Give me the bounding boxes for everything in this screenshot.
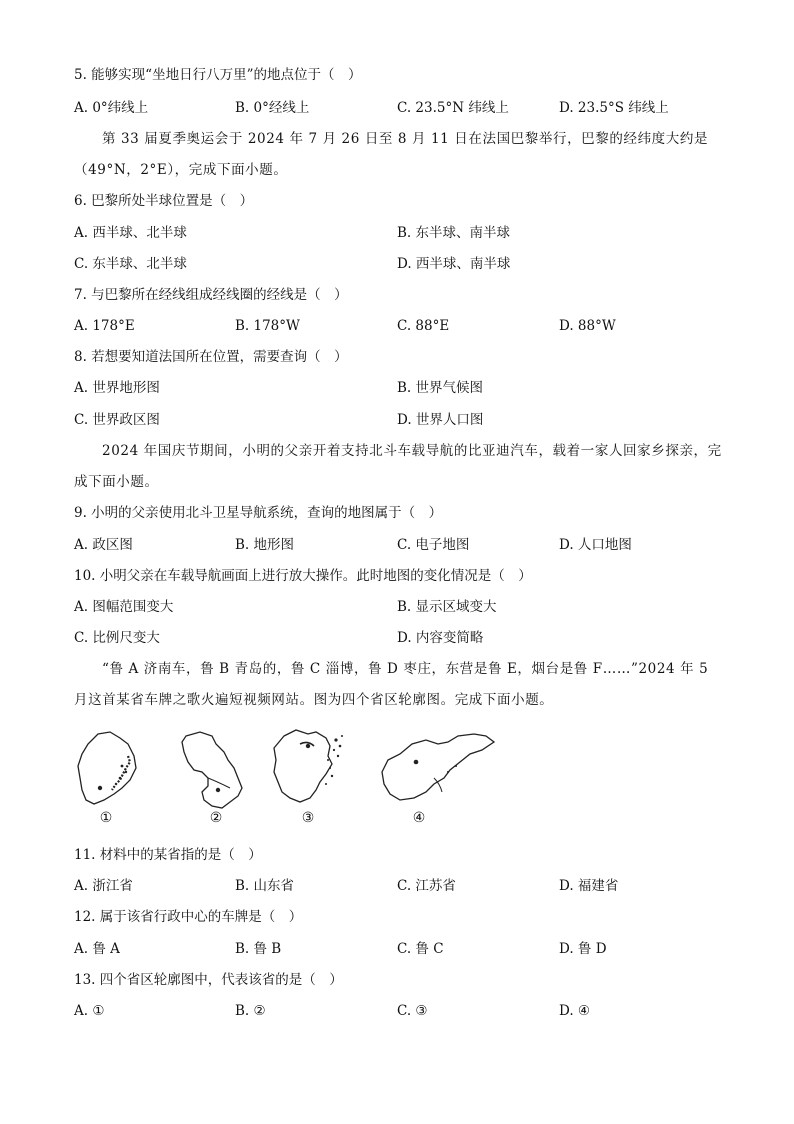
q5-option-a: A. 0°纬线上 bbox=[74, 100, 149, 116]
q8-option-a: A. 世界地形图 bbox=[74, 380, 160, 396]
q7-option-c: C. 88°E bbox=[397, 318, 450, 334]
map-label-4: ④ bbox=[412, 810, 426, 826]
q9-option-a: A. 政区图 bbox=[74, 537, 133, 553]
q9-option-b: B. 地形图 bbox=[235, 537, 295, 553]
q11-option-b: B. 山东省 bbox=[235, 878, 295, 894]
q12-option-a: A. 鲁 A bbox=[74, 941, 120, 957]
q6-option-b: B. 东半球、南半球 bbox=[397, 225, 511, 241]
q5-option-b: B. 0°经线上 bbox=[235, 100, 310, 116]
q6-stem: 6. 巴黎所处半球位置是（ ） bbox=[74, 193, 254, 209]
province-outline-1 bbox=[76, 730, 140, 808]
q11-option-d: D. 福建省 bbox=[559, 878, 619, 894]
province-outline-2 bbox=[178, 730, 246, 810]
q11-option-a: A. 浙江省 bbox=[74, 878, 133, 894]
q6-option-c: C. 东半球、北半球 bbox=[74, 256, 187, 272]
q10-option-d: D. 内容变简略 bbox=[397, 630, 484, 646]
map-label-1: ① bbox=[99, 810, 113, 826]
q13-option-a: A. ① bbox=[74, 1003, 105, 1019]
q12-option-d: D. 鲁 D bbox=[559, 941, 607, 957]
q7-stem: 7. 与巴黎所在经线组成经线圈的经线是（ ） bbox=[74, 287, 348, 303]
q12-option-c: C. 鲁 C bbox=[397, 941, 444, 957]
q13-option-b: B. ② bbox=[235, 1003, 266, 1019]
q13-stem: 13. 四个省区轮廓图中，代表该省的是（ ） bbox=[74, 972, 343, 988]
q8-stem: 8. 若想要知道法国所在位置，需要查询（ ） bbox=[74, 349, 348, 365]
q6-option-a: A. 西半球、北半球 bbox=[74, 225, 187, 241]
q10-option-b: B. 显示区域变大 bbox=[397, 599, 497, 615]
q7-option-b: B. 178°W bbox=[235, 318, 300, 334]
q12-stem: 12. 属于该省行政中心的车牌是（ ） bbox=[74, 909, 303, 925]
q6-option-d: D. 西半球、南半球 bbox=[397, 256, 511, 272]
q5-option-d: D. 23.5°S 纬线上 bbox=[559, 100, 669, 116]
q7-option-d: D. 88°W bbox=[559, 318, 616, 334]
province-outline-4 bbox=[378, 732, 498, 806]
q11-stem: 11. 材料中的某省指的是（ ） bbox=[74, 847, 262, 863]
q5-stem: 5. 能够实现“坐地日行八万里”的地点位于（ ） bbox=[74, 67, 362, 83]
q12-option-b: B. 鲁 B bbox=[235, 941, 282, 957]
q13-option-c: C. ③ bbox=[397, 1003, 428, 1019]
q8-option-b: B. 世界气候图 bbox=[397, 380, 484, 396]
q10-stem: 10. 小明父亲在车载导航画面上进行放大操作。此时地图的变化情况是（ ） bbox=[74, 568, 532, 584]
q10-option-c: C. 比例尺变大 bbox=[74, 630, 160, 646]
q9-option-d: D. 人口地图 bbox=[559, 537, 632, 553]
q9-option-c: C. 电子地图 bbox=[397, 537, 470, 553]
q8-option-d: D. 世界人口图 bbox=[397, 412, 484, 428]
material-license-plates: “鲁 A 济南车，鲁 B 青岛的，鲁 C 淄博，鲁 D 枣庄，东营是鲁 E，烟台是鲁 F……”2024 年 5 月这首某省车牌之歌火遍短视频网站。图为四个省区轮廓图。完成下面小题。 bbox=[74, 661, 709, 708]
map-label-2: ② bbox=[209, 810, 223, 826]
q8-option-c: C. 世界政区图 bbox=[74, 412, 160, 428]
q10-option-a: A. 图幅范围变大 bbox=[74, 599, 174, 615]
material-navigation: 2024 年国庆节期间，小明的父亲开着支持北斗车载导航的比亚迪汽车，载着一家人回家乡探亲，完成下面小题。 bbox=[74, 443, 722, 490]
q13-option-d: D. ④ bbox=[559, 1003, 591, 1019]
q7-option-a: A. 178°E bbox=[74, 318, 135, 334]
material-paris: 第 33 届夏季奥运会于 2024 年 7 月 26 日至 8 月 11 日在法国巴黎举行，巴黎的经纬度大约是（49°N，2°E），完成下面小题。 bbox=[74, 131, 709, 178]
map-label-3: ③ bbox=[301, 810, 315, 826]
q9-stem: 9. 小明的父亲使用北斗卫星导航系统，查询的地图属于（ ） bbox=[74, 505, 443, 521]
province-outline-3 bbox=[270, 726, 356, 808]
q5-option-c: C. 23.5°N 纬线上 bbox=[397, 100, 509, 116]
q11-option-c: C. 江苏省 bbox=[397, 878, 456, 894]
